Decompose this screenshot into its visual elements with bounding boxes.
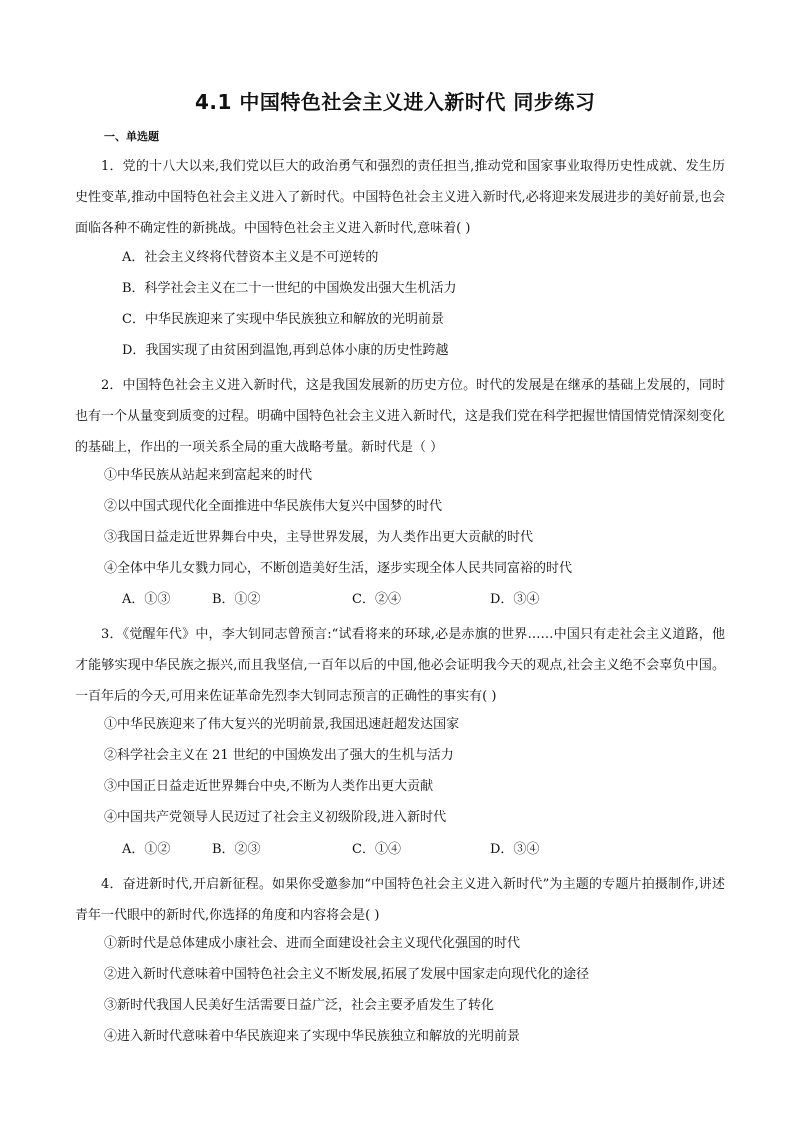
question-3-choice-d: D．③④	[490, 842, 540, 857]
question-2-choice-b: B．①②	[212, 592, 261, 607]
question-2-item-2: ②以中国式现代化全面推进中华民族伟大复兴中国梦的时代	[104, 499, 443, 514]
question-1-option-a: A．社会主义终将代替资本主义是不可逆转的	[122, 250, 379, 265]
question-3-item-1: ①中华民族迎来了伟大复兴的光明前景,我国迅速赶超发达国家	[104, 717, 460, 732]
question-1-option-b: B．科学社会主义在二十一世纪的中国焕发出强大生机活力	[122, 281, 457, 296]
question-4-item-3: ③新时代我国人民美好生活需要日益广泛，社会主要矛盾发生了转化	[104, 998, 495, 1013]
question-4-stem: 4．奋进新时代,开启新征程。如果你受邀参加“中国特色社会主义进入新时代”为主题的专题片拍摄制作,讲述青年一代眼中的新时代,你选择的角度和内容将会是( )	[75, 877, 725, 923]
section-heading: 一、单选题	[104, 130, 159, 143]
question-1-option-c: C．中华民族迎来了实现中华民族独立和解放的光明前景	[122, 312, 444, 327]
question-3-stem: 3．《觉醒年代》中，李大钊同志曾预言:“试看将来的环球,必是赤旗的世界……中国只有走社会主义道路，他才能够实现中华民族之振兴,而且我坚信,一百年以后的中国,他必会证明我今天的观点,社会主义绝不会辜负中国。一百年后的今天,可用来佐证革命先烈李大钊同志预言的正确性的事实有( )	[75, 627, 725, 704]
page-title: 4.1 中国特色社会主义进入新时代 同步练习	[195, 90, 596, 114]
question-3-item-4: ④中国共产党领导人民迈过了社会主义初级阶段,进入新时代	[104, 810, 447, 825]
question-3-item-2: ②科学社会主义在 21 世纪的中国焕发出了强大的生机与活力	[104, 748, 454, 763]
question-2-stem: 2．中国特色社会主义进入新时代，这是我国发展新的历史方位。时代的发展是在继承的基础上发展的，同时也有一个从量变到质变的过程。明确中国特色社会主义进入新时代，这是我们党在科学把握世情国情党情深刻变化的基础上，作出的一项关系全局的重大战略考量。新时代是（ ）	[75, 378, 726, 455]
question-2-item-1: ①中华民族从站起来到富起来的时代	[104, 468, 313, 483]
question-2-choice-a: A．①③	[122, 592, 171, 607]
question-4-item-1: ①新时代是总体建成小康社会、进而全面建设社会主义现代化强国的时代	[104, 936, 521, 951]
question-1-stem: 1．党的十八大以来,我们党以巨大的政治勇气和强烈的责任担当,推动党和国家事业取得历史性成就、发生历史性变革,推动中国特色社会主义进入了新时代。中国特色社会主义进入新时代,必将迎来发展进步的美好前景,也会面临各种不确定性的新挑战。中国特色社会主义进入新时代,意味着( )	[75, 159, 725, 236]
question-3-choice-c: C．①④	[352, 842, 401, 857]
question-3-choice-a: A．①②	[122, 842, 171, 857]
question-3-item-3: ③中国正日益走近世界舞台中央,不断为人类作出更大贡献	[104, 779, 434, 794]
question-2-choice-c: C．②④	[352, 592, 401, 607]
question-3-choice-b: B．②③	[212, 842, 261, 857]
question-4-item-4: ④进入新时代意味着中华民族迎来了实现中华民族独立和解放的光明前景	[104, 1029, 521, 1044]
question-1-option-d: D．我国实现了由贫困到温饱,再到总体小康的历史性跨越	[122, 343, 449, 358]
question-2-item-4: ④全体中华儿女戮力同心，不断创造美好生活，逐步实现全体人民共同富裕的时代	[104, 561, 573, 576]
question-2-choice-d: D．③④	[490, 592, 540, 607]
question-4-item-2: ②进入新时代意味着中国特色社会主义不断发展,拓展了发展中国家走向现代化的途径	[104, 967, 590, 982]
question-2-item-3: ③我国日益走近世界舞台中央，主导世界发展，为人类作出更大贡献的时代	[104, 530, 534, 545]
